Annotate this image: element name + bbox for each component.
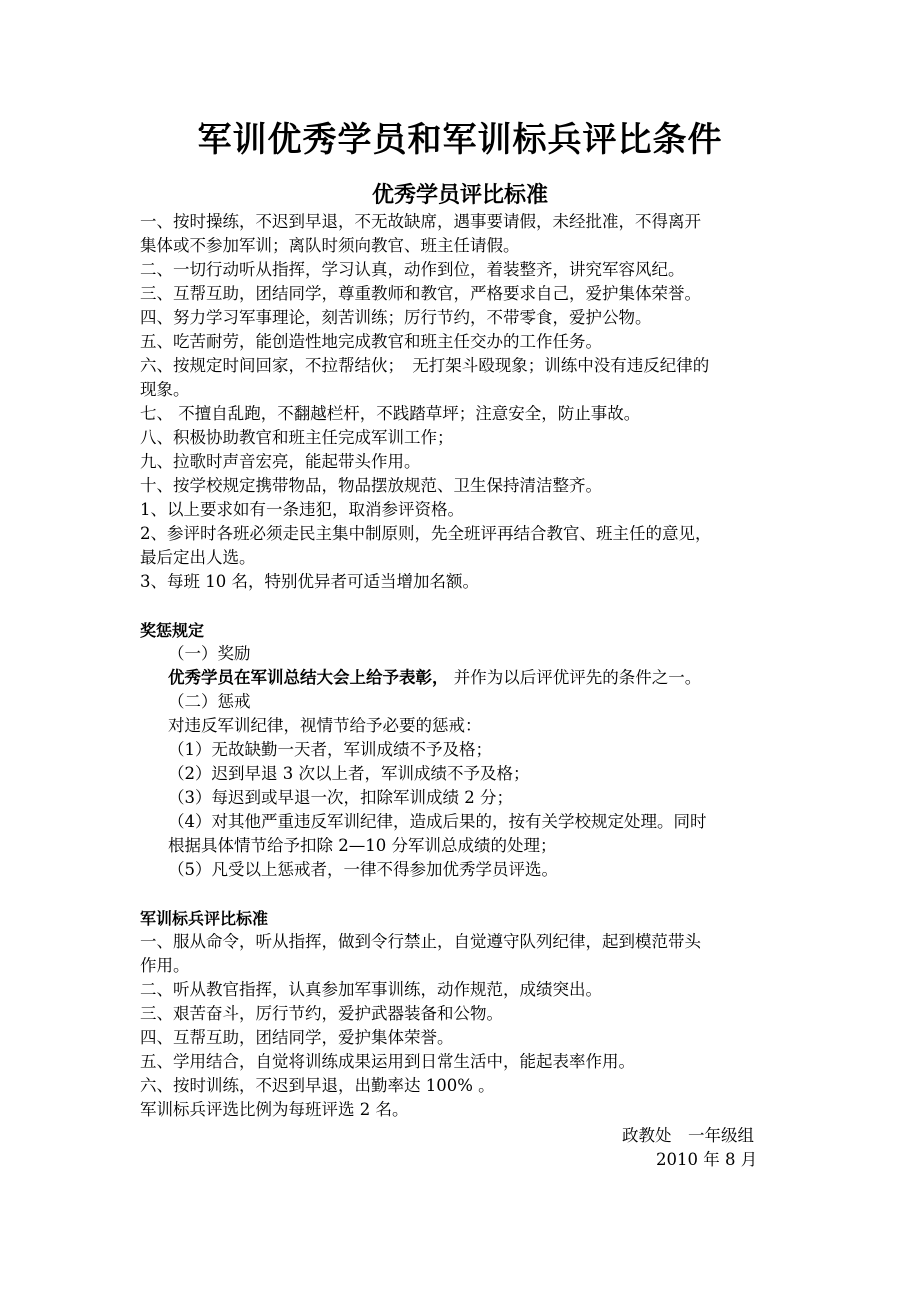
standard-line: 一、按时操练，不迟到早退，不无故缺席，遇事要请假，未经批准，不得离开	[140, 212, 701, 231]
standard-line: 四、努力学习军事理论，刻苦训练；厉行节约，不带零食，爱护公物。	[140, 308, 652, 327]
section-subtitle: 优秀学员评比标准	[371, 183, 548, 208]
punish-item: （3）每迟到或早退一次，扣除军训成绩 2 分；	[168, 788, 513, 807]
soldier-line: 五、学用结合，自觉将训练成果运用到日常生活中，能起表率作用。	[140, 1052, 635, 1071]
standard-line: 七、 不擅自乱跑，不翻越栏杆，不践踏草坪；注意安全，防止事故。	[140, 404, 641, 423]
standard-line: 集体或不参加军训；离队时须向教官、班主任请假。	[140, 236, 520, 255]
standard-line: 六、按规定时间回家，不拉帮结伙； 无打架斗殴现象；训练中没有违反纪律的	[140, 356, 710, 375]
soldier-line: 二、听从教官指挥，认真参加军事训练，动作规范，成绩突出。	[140, 980, 602, 999]
punish-item: （4）对其他严重违反军训纪律，造成后果的，按有关学校规定处理。同时	[168, 812, 707, 831]
standard-line: 八、积极协助教官和班主任完成军训工作；	[140, 428, 454, 447]
standard-line: 三、互帮互助，团结同学，尊重教师和教官，严格要求自己，爱护集体荣誉。	[140, 284, 701, 303]
soldier-line: 军训标兵评选比例为每班评选 2 名。	[140, 1100, 409, 1119]
punish-item: 根据具体情节给予扣除 2—10 分军训总成绩的处理；	[168, 836, 557, 855]
soldier-line: 一、服从命令，听从指挥，做到令行禁止，自觉遵守队列纪律，起到模范带头	[140, 932, 701, 951]
standard-line: 九、拉歌时声音宏亮，能起带头作用。	[140, 452, 421, 471]
standard-line: 3、每班 10 名，特别优异者可适当增加名额。	[140, 572, 479, 591]
standard-line: 2、参评时各班必须走民主集中制原则，先全班评再结合教官、班主任的意见，	[140, 524, 712, 543]
document-title: 军训优秀学员和军训标兵评比条件	[197, 120, 723, 160]
punish-item: （5）凡受以上惩戒者，一律不得参加优秀学员评选。	[168, 860, 558, 879]
reward-title: （一）奖励	[168, 644, 251, 663]
soldier-line: 四、互帮互助，团结同学，爱护集体荣誉。	[140, 1028, 454, 1047]
standard-line: 十、按学校规定携带物品，物品摆放规范、卫生保持清洁整齐。	[140, 476, 602, 495]
reward-bold-text: 优秀学员在军训总结大会上给予表彰，	[168, 668, 449, 687]
punish-item: （2）迟到早退 3 次以上者，军训成绩不予及格；	[168, 764, 530, 783]
standard-line: 五、吃苦耐劳，能创造性地完成教官和班主任交办的工作任务。	[140, 332, 602, 351]
soldier-line: 作用。	[140, 956, 190, 975]
soldier-line: 三、艰苦奋斗，厉行节约，爱护武器装备和公物。	[140, 1004, 503, 1023]
soldier-line: 六、按时训练，不迟到早退，出勤率达 100% 。	[140, 1076, 495, 1095]
signature-org: 政教处 一年级组	[622, 1126, 754, 1145]
punish-intro: 对违反军训纪律，视情节给予必要的惩戒：	[168, 716, 482, 735]
soldier-heading: 军训标兵评比标准	[140, 909, 269, 928]
reward-text	[168, 666, 701, 690]
standard-line: 最后定出人选。	[140, 548, 256, 567]
standard-line: 二、一切行动听从指挥，学习认真，动作到位，着装整齐，讲究军容风纪。	[140, 260, 685, 279]
reward-rest-text: 并作为以后评优评先的条件之一。	[453, 668, 702, 687]
rewards-heading: 奖惩规定	[140, 621, 205, 640]
standard-line: 现象。	[140, 380, 190, 399]
signature-date: 2010 年 8 月	[656, 1150, 758, 1169]
punish-item: （1）无故缺勤一天者，军训成绩不予及格；	[168, 740, 492, 759]
standard-line: 1、以上要求如有一条违犯，取消参评资格。	[140, 500, 464, 519]
punish-title: （二）惩戒	[168, 692, 251, 711]
